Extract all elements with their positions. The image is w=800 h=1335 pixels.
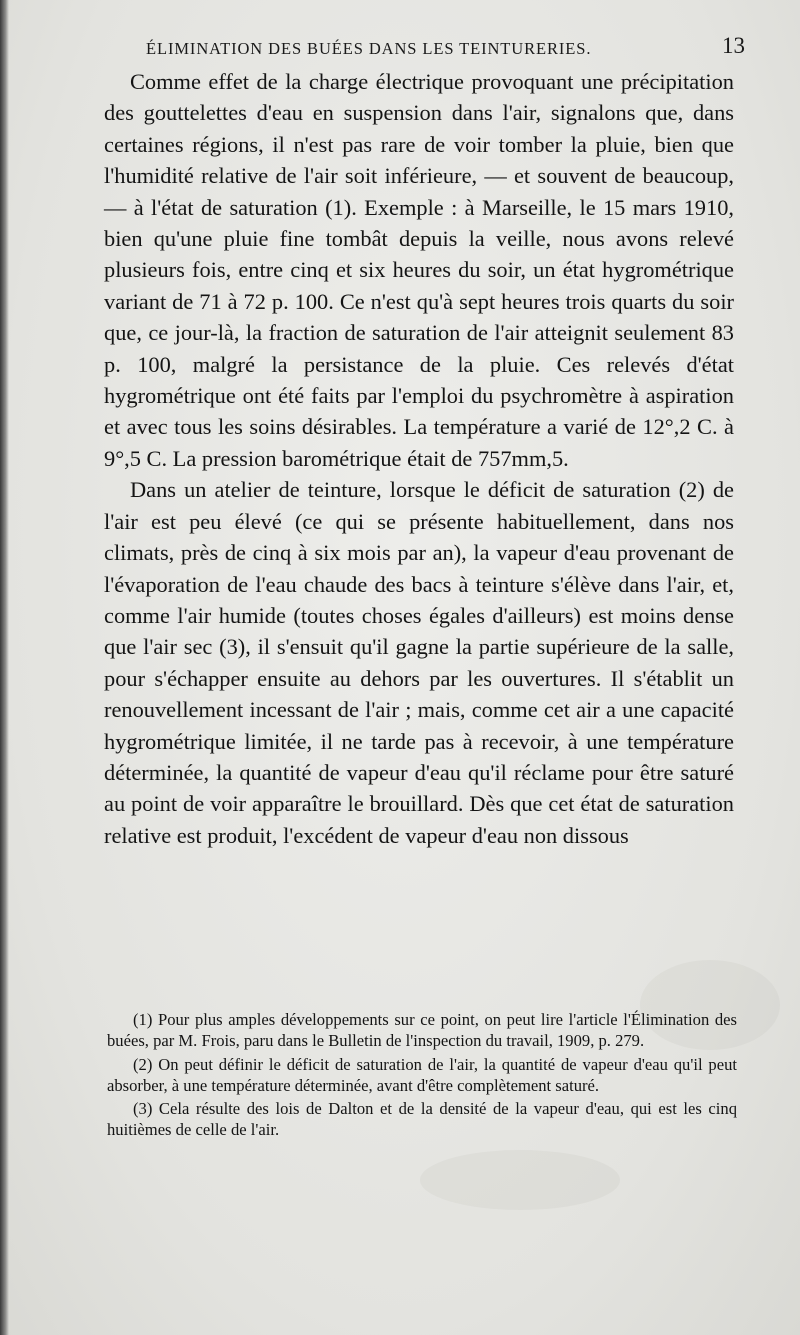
footnote: (2) On peut définir le déficit de saturation de l'air, la quantité de vapeur d'eau qu'il peut absorber, à une température déterminée, avant d'être complètement saturé. — [107, 1054, 737, 1095]
paragraph: Dans un atelier de teinture, lorsque le déficit de saturation (2) de l'air est peu élevé (ce qui se présente habituellement, dans nos climats, près de cinq à six mois par an), la vapeur d'eau provenant de l'évaporation de l'eau chaude des bacs à teinture s'élève dans l'air, et, comme l'air humide (toutes choses égales d'ailleurs) est moins dense que l'air sec (3), il s'ensuit qu'il gagne la partie supérieure de la salle, pour s'échapper ensuite au dehors par les ouvertures. Il s'établit un renouvellement incessant de l'air ; mais, comme cet air a une capacité hygrométrique limitée, il ne tarde pas à recevoir, à une température déterminée, la quantité de vapeur d'eau qu'il réclame pour être saturé au point de voir apparaître le brouillard. Dès que cet état de saturation relative est produit, l'excédent de vapeur d'eau non dissous — [104, 477, 734, 848]
footnote: (1) Pour plus amples développements sur ce point, on peut lire l'article l'Élimination des buées, par M. Frois, paru dans le Bulletin de l'inspection du travail, 1909, p. 279. — [107, 1010, 737, 1051]
book-spine-shadow — [0, 0, 9, 1335]
footnote: (3) Cela résulte des lois de Dalton et de la densité de la vapeur d'eau, qui est les cinq huitièmes de celle de l'air. — [107, 1099, 737, 1140]
footnotes — [107, 1009, 737, 1141]
running-head — [105, 30, 745, 64]
page-number: 13 — [722, 33, 745, 58]
running-title: ÉLIMINATION DES BUÉES DANS LES TEINTURERIES. — [146, 39, 592, 58]
body-text — [104, 66, 734, 851]
paper-stain — [420, 1150, 620, 1210]
paragraph: Comme effet de la charge électrique provoquant une précipitation des gouttelettes d'eau en suspension dans l'air, signalons que, dans certaines régions, il n'est pas rare de voir tomber la pluie, bien que l'humidité relative de l'air soit inférieure, — et souvent de beaucoup, — à l'état de saturation (1). Exemple : à Marseille, le 15 mars 1910, bien qu'une pluie fine tombât depuis la veille, nous avons relevé plusieurs fois, entre cinq et six heures du soir, un état hygrométrique variant de 71 à 72 p. 100. Ce n'est qu'à sept heures trois quarts du soir que, ce jour-là, la fraction de saturation de l'air atteignit seulement 83 p. 100, malgré la persistance de la pluie. Ces relevés d'état hygrométrique ont été faits par l'emploi du psychromètre à aspiration et avec tous les soins désirables. La température a varié de 12°,2 C. à 9°,5 C. La pression barométrique était de 757mm,5. — [104, 69, 734, 471]
